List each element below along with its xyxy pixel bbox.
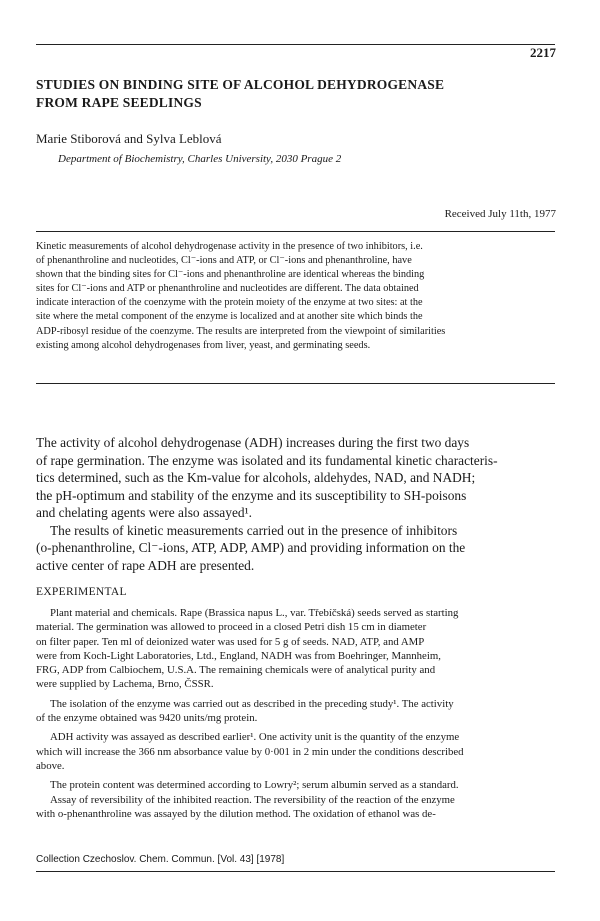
introduction <box>36 434 556 574</box>
body-line: were from Koch-Light Laboratories, Ltd., England, NADH was from Boehringer, Mannheim, <box>36 649 441 662</box>
authors: Marie Stiborová and Sylva Leblová <box>36 131 222 146</box>
abstract-line: Kinetic measurements of alcohol dehydrogenase activity in the presence of two inhibitors, i.e. <box>36 241 423 252</box>
body-line: Assay of reversibility of the inhibited reaction. The reversibility of the reaction of the enzyme <box>50 793 455 806</box>
body-line: The isolation of the enzyme was carried out as described in the preceding study¹. The activity <box>50 697 454 710</box>
abstract-rule-top <box>36 231 555 232</box>
abstract-rule-bottom <box>36 383 555 384</box>
title-line: FROM RAPE SEEDLINGS <box>36 95 202 110</box>
body-line: above. <box>36 759 65 772</box>
journal-footer: Collection Czechoslov. Chem. Commun. [Vol. 43] [1978] <box>36 854 285 865</box>
abstract-line: shown that the binding sites for Cl⁻-ions and phenanthroline are identical whereas the binding <box>36 269 425 281</box>
intro-line: and chelating agents were also assayed¹. <box>36 505 252 520</box>
intro-line: of rape germination. The enzyme was isolated and its fundamental kinetic characteris- <box>36 452 498 468</box>
article-title <box>36 76 556 112</box>
body-line: with o-phenanthroline was assayed by the dilution method. The oxidation of ethanol was de- <box>36 807 436 820</box>
abstract-line: site where the metal component of the enzyme is localized and at another site which binds the <box>36 311 423 323</box>
intro-line: tics determined, such as the Km-value for alcohols, aldehydes, NAD, and NADH; <box>36 470 476 485</box>
intro-line: active center of rape ADH are presented. <box>36 557 255 573</box>
body-line: The protein content was determined according to Lowry²; serum albumin served as a standard. <box>50 779 459 792</box>
affiliation: Department of Biochemistry, Charles University, 2030 Prague 2 <box>58 153 342 165</box>
section-heading: EXPERIMENTAL <box>36 586 127 598</box>
abstract-line: sites for Cl⁻-ions and ATP or phenanthroline and nucleotides are different. The data obtained <box>36 283 419 295</box>
experimental-body <box>36 606 558 821</box>
body-line: which will increase the 366 nm absorbance value by 0·001 in 2 min under the conditions described <box>36 745 464 758</box>
intro-line: The activity of alcohol dehydrogenase (ADH) increases during the first two days <box>36 435 470 450</box>
title-line: STUDIES ON BINDING SITE OF ALCOHOL DEHYDROGENASE <box>36 77 445 92</box>
body-line: FRG, ADP from Calbiochem, U.S.A. The remaining chemicals were of analytical purity and <box>36 664 436 677</box>
body-line: material. The germination was allowed to proceed in a closed Petri dish 15 cm in diameter <box>36 621 427 634</box>
body-line: were supplied by Lachema, Brno, ČSSR. <box>36 678 214 691</box>
intro-line: The results of kinetic measurements carried out in the presence of inhibitors <box>50 522 458 538</box>
body-line: ADH activity was assayed as described earlier¹. One activity unit is the quantity of the enzyme <box>50 731 460 744</box>
body-line: on filter paper. Ten ml of deionized water was used for 5 g of seeds. NAD, ATP, and AMP <box>36 635 425 648</box>
footer-rule <box>36 871 555 872</box>
abstract-line: indicate interaction of the coenzyme with the protein moiety of the enzyme at two sites: at the <box>36 297 423 309</box>
intro-line: the pH-optimum and stability of the enzyme and its susceptibility to SH-poisons <box>36 487 467 503</box>
page-number: 2217 <box>530 45 556 60</box>
abstract-line: ADP-ribosyl residue of the coenzyme. The results are interpreted from the viewpoint of similarities <box>36 325 446 337</box>
abstract-line: of phenanthroline and nucleotides, Cl⁻-ions and ATP, or Cl⁻-ions and phenanthroline, have <box>36 255 412 267</box>
body-line: Plant material and chemicals. Rape (Brassica napus L., var. Třebíčská) seeds served as starting <box>50 607 459 619</box>
abstract-line: existing among alcohol dehydrogenases from liver, yeast, and germinating seeds. <box>36 339 371 351</box>
intro-line: (o-phenanthroline, Cl⁻-ions, ATP, ADP, AMP) and providing information on the <box>36 540 466 555</box>
abstract <box>36 240 556 353</box>
body-line: of the enzyme obtained was 9420 units/mg protein. <box>36 712 258 725</box>
header-rule <box>36 44 555 45</box>
received-date: Received July 11th, 1977 <box>444 208 556 220</box>
